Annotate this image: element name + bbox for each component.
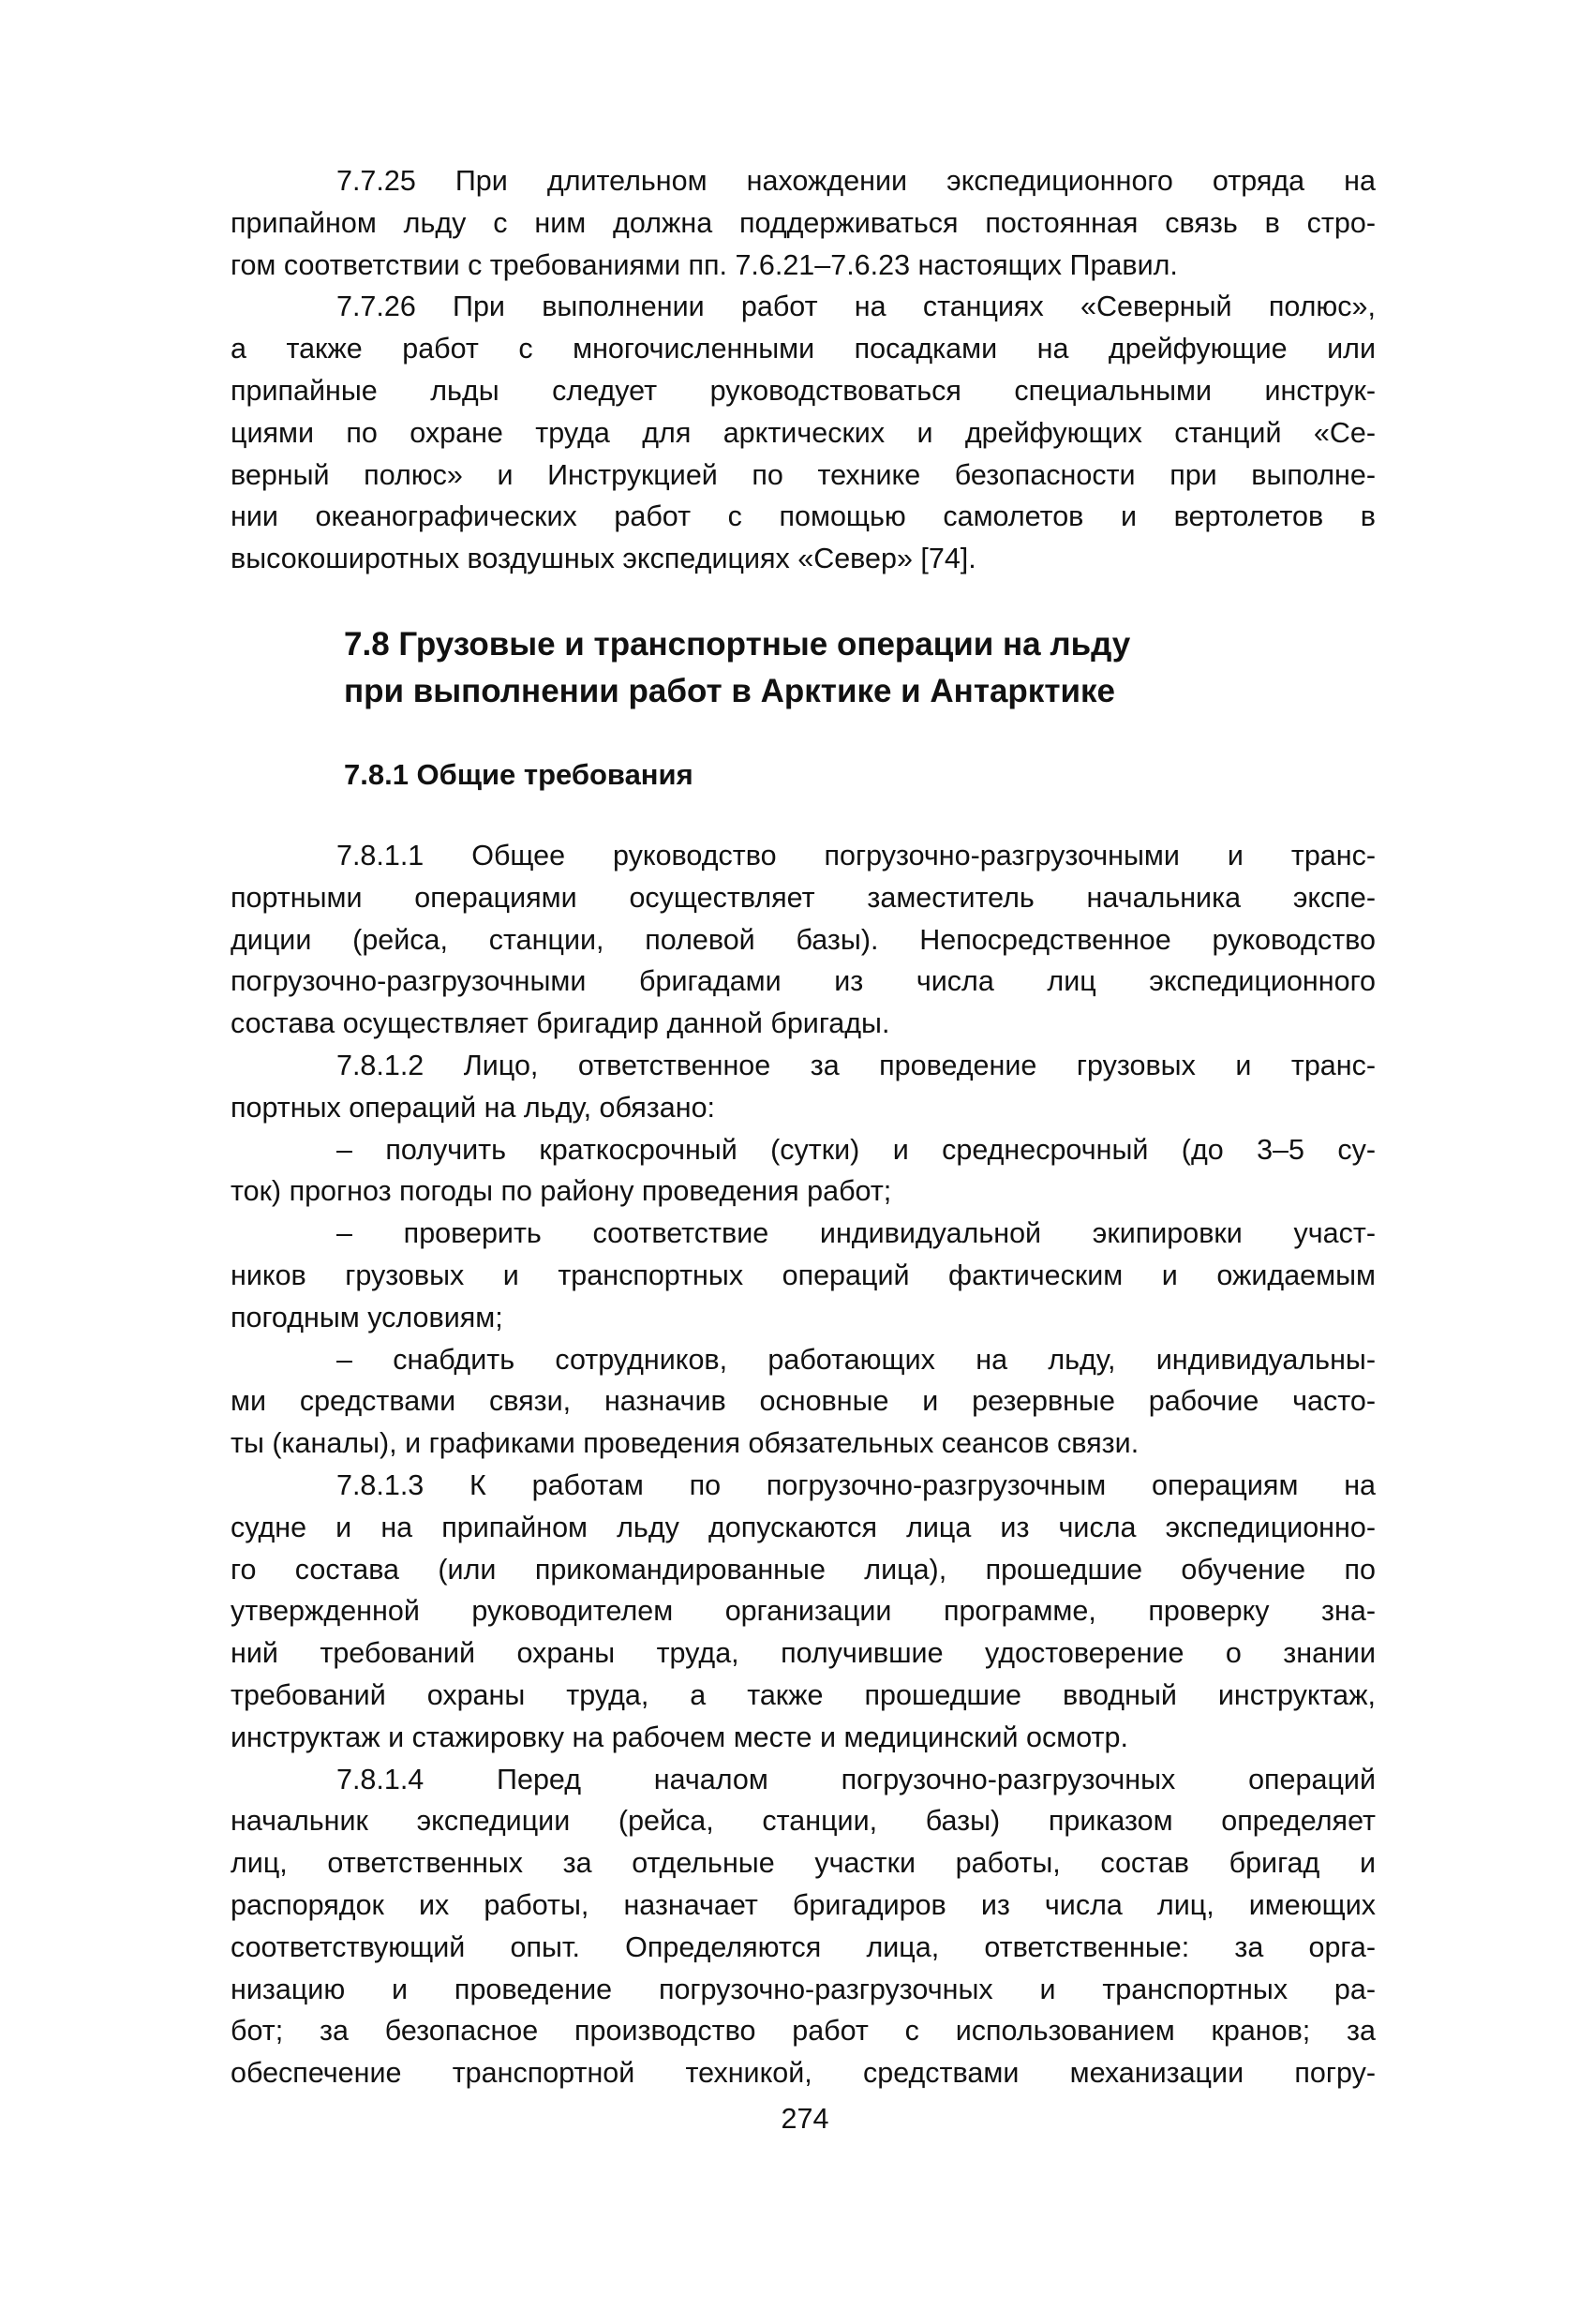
paragraph [231, 1213, 1376, 1338]
page-number: 274 [781, 2103, 829, 2135]
text-line: погрузочно-разгрузочными бригадами из числа лиц экспедиционного [231, 965, 1376, 998]
text-line: бот; за безопасное производство работ с использованием кранов; за [231, 2015, 1376, 2048]
text-line: обеспечение транспортной техникой, средствами механизации погру- [231, 2057, 1376, 2090]
text-line: верный полюс» и Инструкцией по технике безопасности при выполне- [231, 458, 1376, 491]
text-line: высокоширотных воздушных экспедициях «Север» [74]. [231, 543, 976, 575]
text-line: припайном льду с ним должна поддерживаться постоянная связь в стро- [231, 206, 1376, 239]
text-line: гом соответствии с требованиями пп. 7.6.21–7.6.23 настоящих Правил. [231, 248, 1178, 281]
paragraph [231, 286, 1376, 580]
text-line: 7.7.26 При выполнении работ на станциях «Северный полюс», [336, 290, 1376, 323]
text-line: портных операций на льду, обязано: [231, 1091, 716, 1124]
subsection-heading-7-8-1: 7.8.1 Общие требования [344, 758, 693, 791]
text-line: 7.8.1.3 К работам по погрузочно-разгрузочным операциям на [336, 1468, 1376, 1501]
text-line: лиц, ответственных за отдельные участки работы, состав бригад и [231, 1847, 1376, 1880]
text-line: распорядок их работы, назначает бригадиров из числа лиц, имеющих [231, 1888, 1376, 1921]
paragraph [231, 1465, 1376, 1759]
text-line: – получить краткосрочный (сутки) и среднесрочный (до 3–5 су- [336, 1133, 1376, 1166]
text-line: судне и на припайном льду допускаются лица из числа экспедиционно- [231, 1511, 1376, 1543]
text-line: низацию и проведение погрузочно-разгрузочных и транспортных ра- [231, 1973, 1376, 2005]
text-line: го состава (или прикомандированные лица), прошедшие обучение по [231, 1553, 1376, 1586]
text-line: – снабдить сотрудников, работающих на льду, индивидуальны- [336, 1343, 1376, 1376]
paragraph [231, 160, 1376, 286]
text-line: начальник экспедиции (рейса, станции, базы) приказом определяет [231, 1805, 1376, 1838]
paragraph [231, 1045, 1376, 1129]
text-line: 7.8.1.1 Общее руководство погрузочно-разгрузочными и транс- [336, 840, 1376, 872]
text-line: портными операциями осуществляет заместитель начальника экспе- [231, 881, 1376, 914]
text-line: соответствующий опыт. Определяются лица, ответственные: за орга- [231, 1930, 1376, 1963]
text-line: припайные льды следует руководствоваться специальными инструк- [231, 374, 1376, 407]
paragraph [231, 1339, 1376, 1465]
section-heading-line: 7.8 Грузовые и транспортные операции на льду [344, 626, 1131, 663]
text-block-7-7 [231, 160, 1376, 580]
text-line: ний требований охраны труда, получившие удостоверение о знании [231, 1637, 1376, 1670]
text-line: ников грузовых и транспортных операций фактическим и ожидаемым [231, 1259, 1376, 1291]
text-line: 7.8.1.2 Лицо, ответственное за проведение грузовых и транс- [336, 1049, 1376, 1081]
paragraph [231, 835, 1376, 1045]
text-line: – проверить соответствие индивидуальной экипировки участ- [336, 1217, 1376, 1250]
text-line: 7.8.1.4 Перед началом погрузочно-разгрузочных операций [336, 1763, 1376, 1795]
text-line: утвержденной руководителем организации программе, проверку зна- [231, 1595, 1376, 1628]
text-line: а также работ с многочисленными посадками на дрейфующие или [231, 333, 1376, 365]
text-line: циями по охране труда для арктических и дрейфующих станций «Се- [231, 416, 1376, 449]
text-line: требований охраны труда, а также прошедшие вводный инструктаж, [231, 1678, 1376, 1711]
text-block-7-8-1 [231, 835, 1376, 2094]
text-line: нии океанографических работ с помощью самолетов и вертолетов в [231, 500, 1376, 533]
section-heading-7-8 [344, 621, 1130, 715]
text-line: ты (каналы), и графиками проведения обязательных сеансов связи. [231, 1427, 1140, 1460]
text-line: ток) прогноз погоды по району проведения работ; [231, 1175, 892, 1208]
text-line: 7.7.25 При длительном нахождении экспедиционного отряда на [336, 165, 1376, 197]
text-line: инструктаж и стажировку на рабочем месте и медицинский осмотр. [231, 1721, 1128, 1753]
text-line: ми средствами связи, назначив основные и резервные рабочие часто- [231, 1385, 1376, 1418]
paragraph [231, 1129, 1376, 1214]
paragraph [231, 1759, 1376, 2094]
text-line: диции (рейса, станции, полевой базы). Непосредственное руководство [231, 923, 1376, 956]
text-line: погодным условиям; [231, 1301, 503, 1333]
text-line: состава осуществляет бригадир данной бригады. [231, 1007, 890, 1040]
section-heading-line: при выполнении работ в Арктике и Антарктике [344, 673, 1115, 709]
